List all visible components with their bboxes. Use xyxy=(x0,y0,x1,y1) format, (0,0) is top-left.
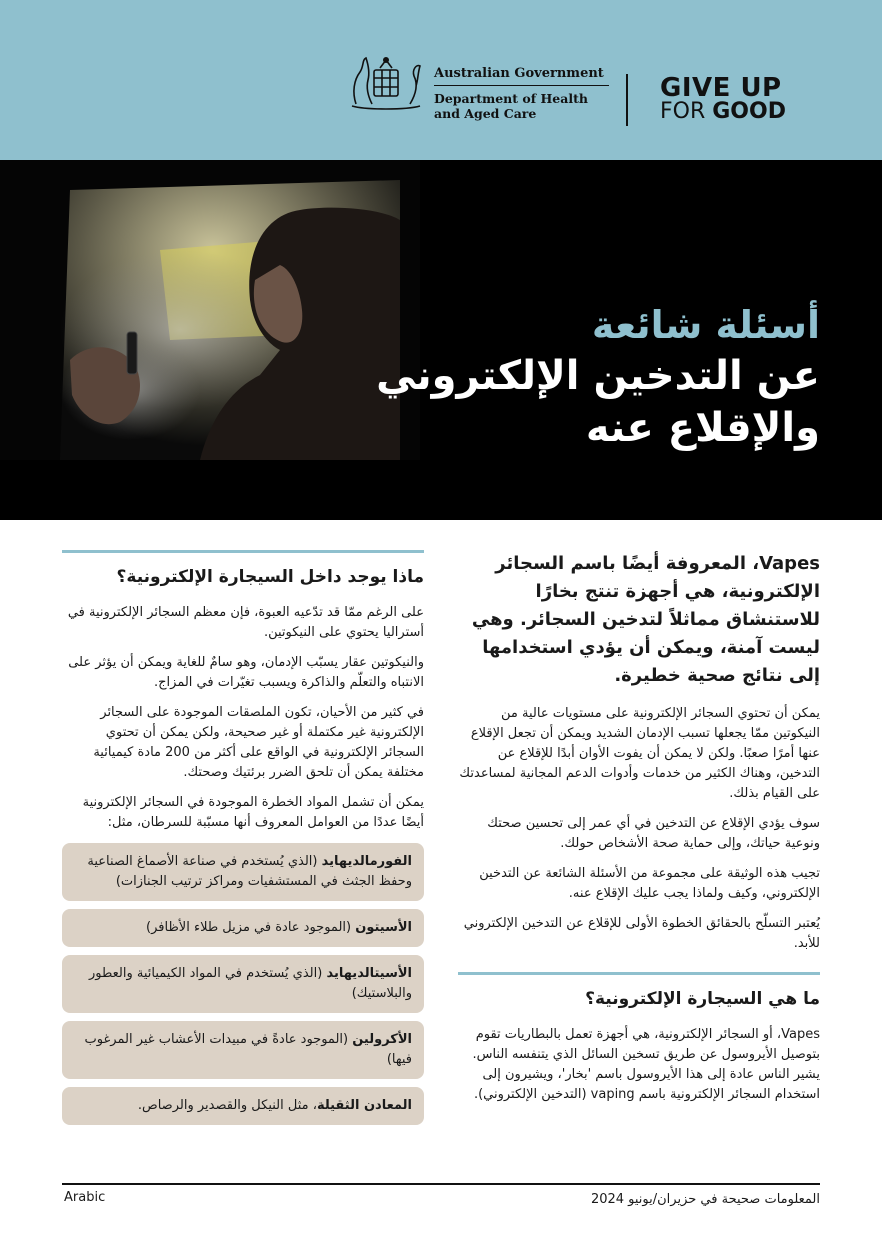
gov-name: Australian Government xyxy=(434,66,609,86)
footer-language: Arabic xyxy=(64,1190,106,1205)
chemical-item: الفورمالديهايد (الذي يُستخدم في صناعة الأصماغ الصناعية وحفظ الجثث في المستشفيات ومراكز ترتيب الجنازات) xyxy=(62,843,424,901)
department-logo-text xyxy=(434,66,609,121)
body-paragraph: في كثير من الأحيان، تكون الملصقات الموجودة على السجائر الإلكترونية غير مكتملة أو غير صحيحة، ولكن يمكن أن تحتوي السجائر الإلكترونية في الواقع على أكثر من 200 مادة كيميائية مختلفة يمكن أن تلحق الضرر برئتيك وصحتك. xyxy=(93,705,424,780)
chemical-item: المعادن الثقيلة، مثل النيكل والقصدير والرصاص. xyxy=(62,1087,424,1125)
coat-of-arms-icon xyxy=(346,54,426,112)
section-heading-whats-inside: ماذا يوجد داخل السيجارة الإلكترونية؟ xyxy=(116,567,424,587)
title-line3: والإقلاع عنه xyxy=(585,405,820,451)
body-paragraph: يمكن أن تشمل المواد الخطرة الموجودة في السجائر الإلكترونية أيضًا عددًا من العوامل المعروف أنها مسبّبة للسرطان، مثل: xyxy=(82,795,424,830)
body-paragraph: سوف يؤدي الإقلاع عن التدخين في أي عمر إلى تحسين صحتك ونوعية حياتك، وإلى حماية صحة الأشخاص حولك. xyxy=(487,816,820,851)
campaign-logo xyxy=(660,73,786,124)
body-paragraph: والنيكوتين عقار يسبّب الإدمان، وهو سامٌ للغاية ويمكن أن يؤثر على الانتباه والتعلّم والذاكرة ويسبب تغيّرات في المزاج. xyxy=(68,655,424,690)
left-column xyxy=(62,550,424,1133)
right-column xyxy=(458,550,820,1115)
body-paragraph: Vapes، أو السجائر الإلكترونية، هي أجهزة تعمل بالبطاريات تقوم بتوصيل الأيروسول عن طريق تسخين السائل الذي يتنفسه الناس. يشير الناس عادة إلى هذا الأيروسول باسم 'بخار'، ويشيرون إلى استخدام السجائر الإلكترونية باسم vaping (التدخين الإلكتروني). xyxy=(472,1027,820,1102)
body-paragraph: على الرغم ممّا قد تدّعيه العبوة، فإن معظم السجائر الإلكترونية في أستراليا يحتوي على النيكوتين. xyxy=(67,605,424,640)
campaign-line1: GIVE UP xyxy=(660,73,782,103)
hero-banner xyxy=(0,160,882,520)
header-band xyxy=(0,0,882,160)
chemical-item: الأكرولين (الموجود عادةً في مبيدات الأعشاب غير المرغوب فيها) xyxy=(62,1021,424,1079)
section-divider xyxy=(458,972,820,975)
section-heading-what-is-vape: ما هي السيجارة الإلكترونية؟ xyxy=(585,989,820,1009)
body-paragraph: يُعتبر التسلّح بالحقائق الخطوة الأولى للإقلاع عن التدخين الإلكتروني للأبد. xyxy=(463,916,820,951)
hero-photo-person-vaping-in-car xyxy=(0,160,420,520)
title-line1: أسئلة شائعة xyxy=(591,303,820,347)
hero-title xyxy=(376,300,820,454)
footer-date-note: المعلومات صحيحة في حزيران/يونيو 2024 xyxy=(590,1192,820,1207)
chemical-item: الأسيتالديهايد (الذي يُستخدم في المواد الكيميائية والعطور والبلاستيك) xyxy=(62,955,424,1013)
dept-line2: and Aged Care xyxy=(434,106,537,121)
footer-divider xyxy=(62,1183,820,1185)
logo-divider xyxy=(626,74,628,126)
section-divider xyxy=(62,550,424,553)
body-paragraph: يمكن أن تحتوي السجائر الإلكترونية على مستويات عالية من النيكوتين ممّا يجعلها تسبب الإدمان الشديد ويمكن أن تجعل الإقلاع عنها أمرًا صعبًا. ولكن لا يمكن أن يفوت الأوان أبدًا للإقلاع عن التدخين، وهناك الكثير من خدمات وأدوات الدعم المجانية لمساعدتك على القيام بذلك. xyxy=(459,706,820,801)
body-paragraph: تجيب هذه الوثيقة على مجموعة من الأسئلة الشائعة عن التدخين الإلكتروني، وكيف ولماذا يجب عليك الإقلاع عنه. xyxy=(479,866,820,901)
chemical-item: الأسيتون (الموجود عادة في مزيل طلاء الأظافر) xyxy=(62,909,424,947)
campaign-line2: FOR GOOD xyxy=(660,99,786,124)
lead-paragraph: Vapes، المعروفة أيضًا باسم السجائر الإلكترونية، هي أجهزة تنتج بخارًا للاستنشاق مماثلاً لتدخين السجائر. وهي ليست آمنة، ويمكن أن يؤدي استخدامها إلى نتائج صحية خطيرة. xyxy=(471,553,820,686)
dept-line1: Department of Health xyxy=(434,91,588,106)
title-line2: عن التدخين الإلكتروني xyxy=(376,353,820,399)
